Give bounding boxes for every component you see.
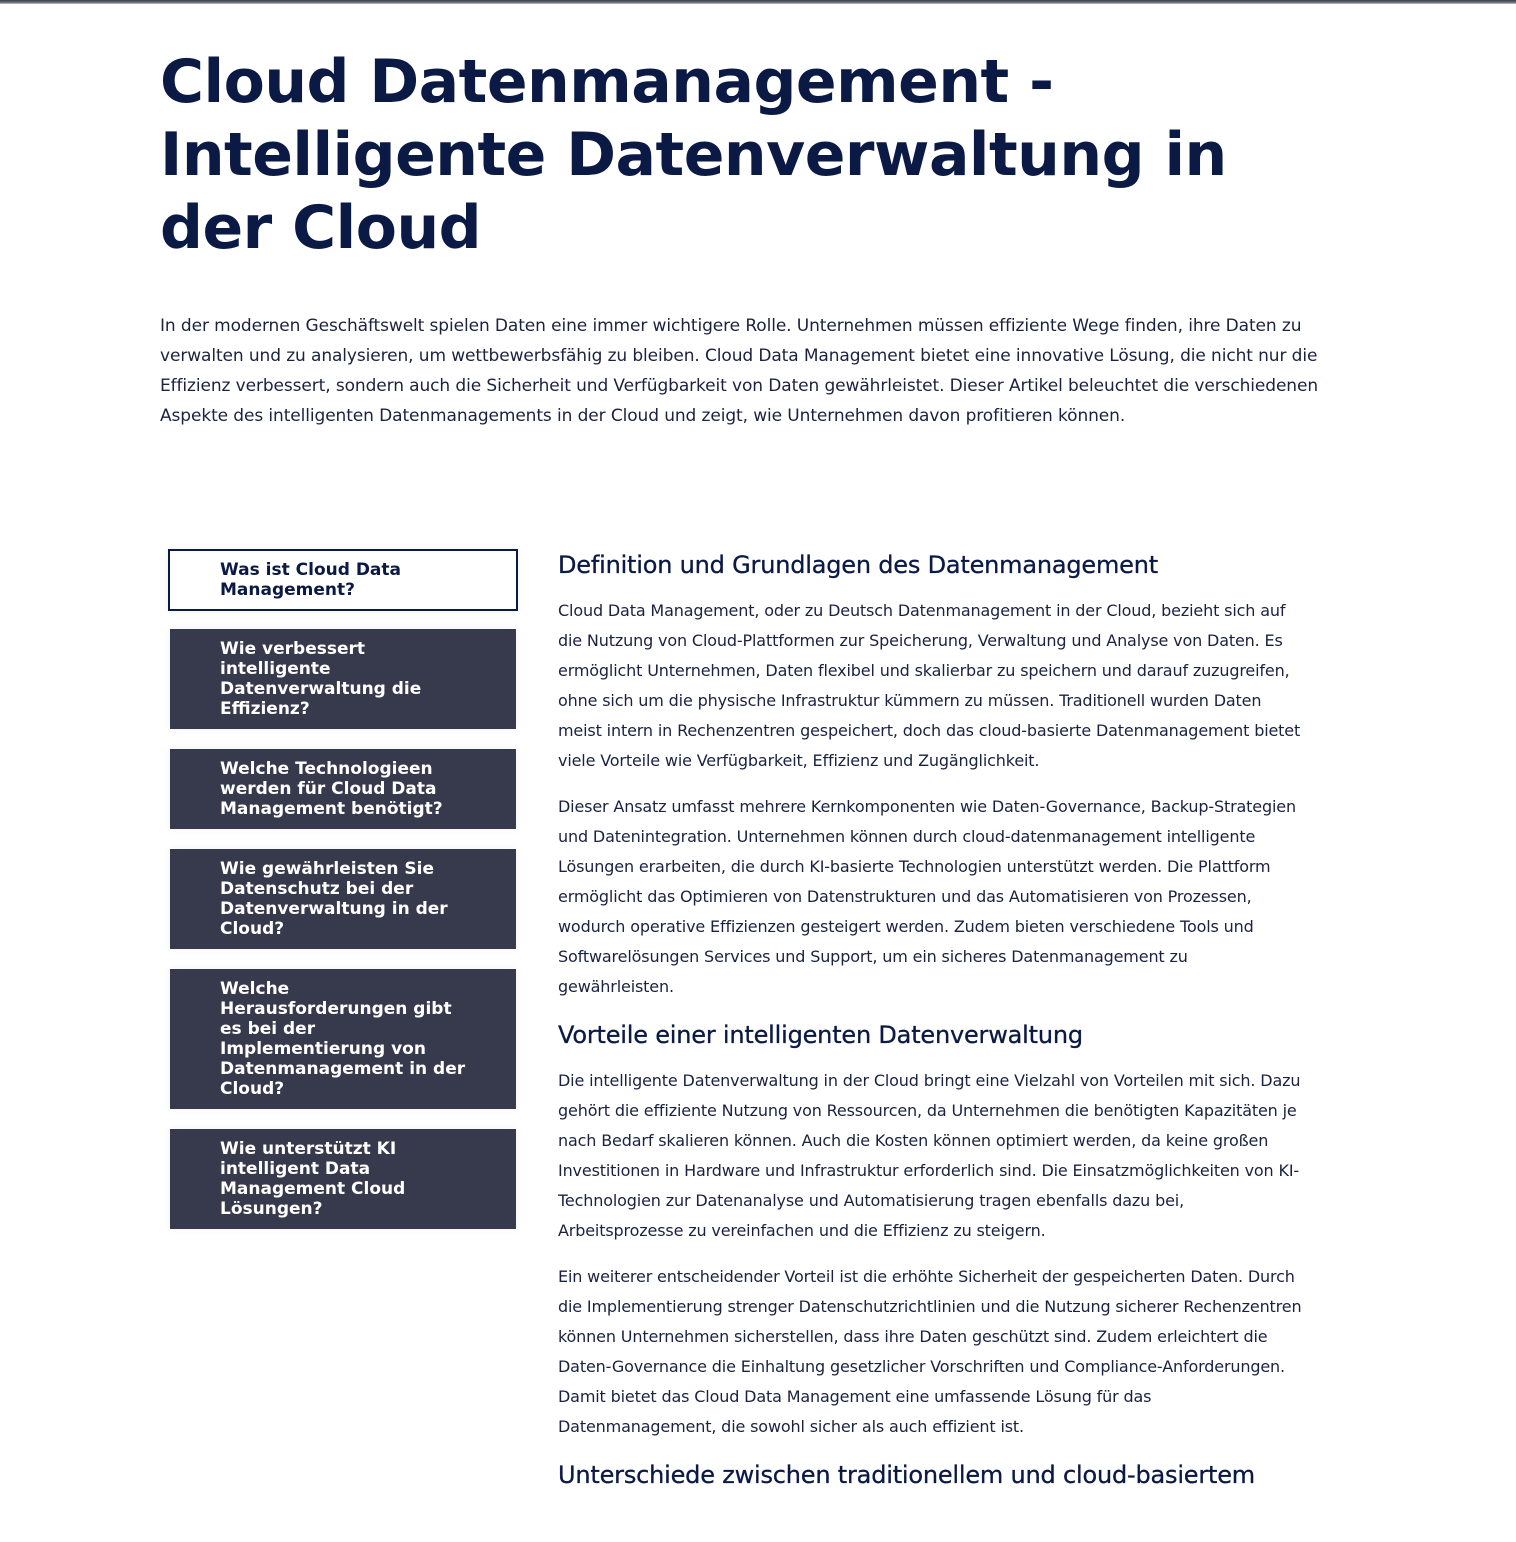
toc-item-label: Wie gewährleisten Sie Datenschutz bei der Datenverwaltung in der Cloud? bbox=[220, 859, 448, 939]
toc-item-herausforderungen[interactable] bbox=[170, 969, 516, 1109]
section-heading-definition: Definition und Grundlagen des Datenmanagement bbox=[558, 551, 1158, 579]
section-paragraph: Cloud Data Management, oder zu Deutsch Datenmanagement in der Cloud, bezieht sich auf die Nutzung von Cloud-Plattformen zur Speicherung, Verwaltung und Analyse von Daten. Es ermöglicht Unternehmen, Daten flexibel und skalierbar zu speichern und darauf zuzugreifen, ohne sich um die physische Infrastruktur kümmern zu müssen. Traditionell wurden Daten meist intern in Rechenzentren gespeichert, doch das cloud-basierte Datenmanagement bietet viele Vorteile wie Verfügbarkeit, Effizienz und Zugänglichkeit. bbox=[558, 601, 1301, 770]
toc-item-label: Wie unterstützt KI intelligent Data Management Cloud Lösungen? bbox=[220, 1139, 406, 1219]
toc-item-label: Was ist Cloud Data Management? bbox=[220, 560, 401, 600]
section-heading-unterschiede: Unterschiede zwischen traditionellem und cloud-basiertem bbox=[558, 1461, 1255, 1489]
page-title: Cloud Datenmanagement - Intelligente Datenverwaltung in der Cloud bbox=[160, 47, 1227, 263]
browser-top-edge bbox=[0, 0, 1516, 4]
toc-item-was-ist-cloud-data-management[interactable] bbox=[168, 549, 518, 611]
toc-item-label: Welche Herausforderungen gibt es bei der Implementierung von Datenmanagement in der Cloud? bbox=[220, 979, 466, 1099]
toc-item-technologien[interactable] bbox=[170, 749, 516, 829]
toc-item-label: Wie verbessert intelligente Datenverwaltung die Effizienz? bbox=[220, 639, 422, 719]
toc-item-label: Welche Technologieen werden für Cloud Data Management benötigt? bbox=[220, 759, 443, 819]
article-content bbox=[558, 548, 1306, 1506]
intro-paragraph: In der modernen Geschäftswelt spielen Daten eine immer wichtigere Rolle. Unternehmen müssen effiziente Wege finden, ihre Daten zu verwalten und zu analysieren, um wettbewerbsfähig zu bleiben. Cloud Data Management bietet eine innovative Lösung, die nicht nur die Effizienz verbessert, sondern auch die Sicherheit und Verfügbarkeit von Daten gewährleistet. Dieser Artikel beleuchtet die verschiedenen Aspekte des intelligenten Datenmanagements in der Cloud und zeigt, wie Unternehmen davon profitieren können. bbox=[160, 316, 1319, 426]
section-paragraph: Dieser Ansatz umfasst mehrere Kernkomponenten wie Daten-Governance, Backup-Strategien und Datenintegration. Unternehmen können durch cloud-datenmanagement intelligente Lösungen erarbeiten, die durch KI-basierte Technologien unterstützt werden. Die Plattform ermöglicht das Optimieren von Datenstrukturen und das Automatisieren von Prozessen, wodurch operative Effizienzen gesteigert werden. Zudem bieten verschiedene Tools und Softwarelösungen Services und Support, um ein sicheres Datenmanagement zu gewährleisten. bbox=[558, 797, 1296, 996]
section-paragraph: Die intelligente Datenverwaltung in der Cloud bringt eine Vielzahl von Vorteilen mit sich. Dazu gehört die effiziente Nutzung von Ressourcen, da Unternehmen die benötigten Kapazitäten je nach Bedarf skalieren können. Auch die Kosten können optimiert werden, da keine großen Investitionen in Hardware und Infrastruktur erforderlich sind. Die Einsatzmöglichkeiten von KI-Technologien zur Datenanalyse und Automatisierung tragen ebenfalls dazu bei, Arbeitsprozesse zu vereinfachen und die Effizienz zu steigern. bbox=[558, 1071, 1301, 1240]
table-of-contents bbox=[168, 549, 518, 1249]
toc-item-effizienz[interactable] bbox=[170, 629, 516, 729]
section-paragraph: Ein weiterer entscheidender Vorteil ist die erhöhte Sicherheit der gespeicherten Daten. Durch die Implementierung strenger Datenschutzrichtlinien und die Nutzung sicherer Rechenzentren können Unternehmen sicherstellen, dass ihre Daten geschützt sind. Zudem erleichtert die Daten-Governance die Einhaltung gesetzlicher Vorschriften und Compliance-Anforderungen. Damit bietet das Cloud Data Management eine umfassende Lösung für das Datenmanagement, die sowohl sicher als auch effizient ist. bbox=[558, 1267, 1302, 1436]
toc-item-ki-unterstuetzung[interactable] bbox=[170, 1129, 516, 1229]
toc-item-datenschutz[interactable] bbox=[170, 849, 516, 949]
section-heading-vorteile: Vorteile einer intelligenten Datenverwaltung bbox=[558, 1021, 1083, 1049]
